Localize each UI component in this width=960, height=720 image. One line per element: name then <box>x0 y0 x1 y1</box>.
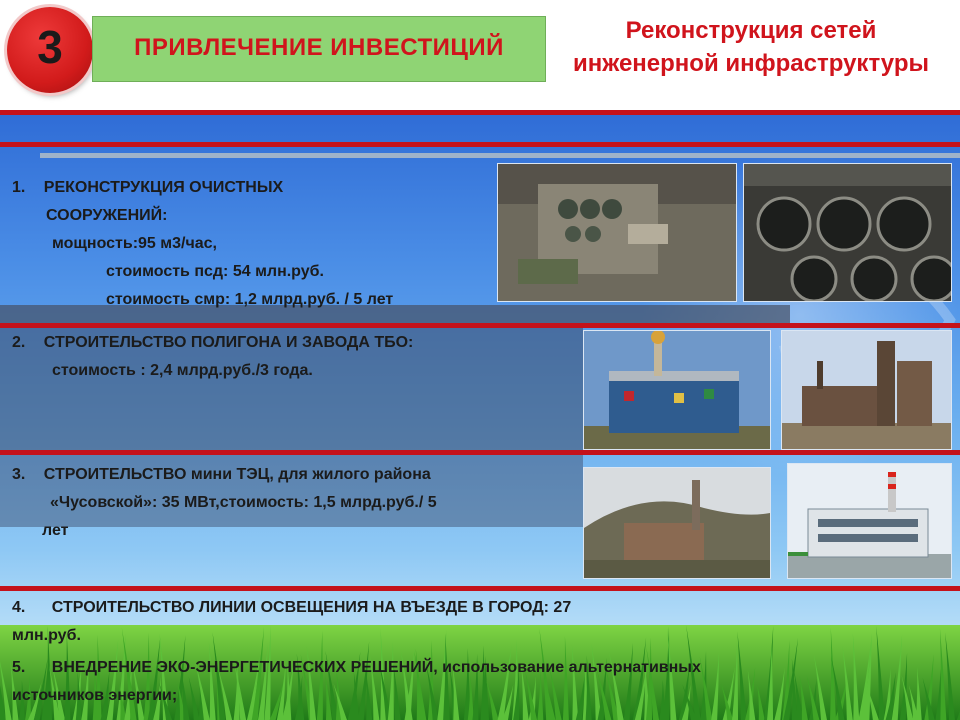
divider-line <box>0 323 960 328</box>
section-title-box <box>92 16 546 82</box>
item-text: стоимость : 2,4 млрд.руб./3 года. <box>52 362 313 379</box>
item-text: СТРОИТЕЛЬСТВО ЛИНИИ ОСВЕЩЕНИЯ НА ВЪЕЗДЕ В ГОРОД: 27 <box>51 599 572 616</box>
slide-header <box>0 0 960 110</box>
item-text: СТРОИТЕЛЬСТВО мини ТЭЦ, для жилого района <box>43 466 431 483</box>
item-text: мощность:95 м3/час, <box>52 235 217 252</box>
divider-line <box>0 142 960 147</box>
item-text: СООРУЖЕНИЙ: <box>46 207 168 224</box>
list-item-3 <box>12 461 437 545</box>
photo-mini-chp-plant <box>787 463 952 579</box>
photo-treatment-tanks <box>743 163 952 302</box>
item-text: лет <box>42 522 69 539</box>
item-text: млн.руб. <box>12 627 81 644</box>
photo-industrial-plant <box>781 330 952 450</box>
section-number: 3 <box>37 21 63 73</box>
section-number-badge <box>7 7 93 93</box>
item-text: «Чусовской»: 35 МВт,стоимость: 1,5 млрд.руб./ 5 <box>50 494 437 511</box>
item-text: СТРОИТЕЛЬСТВО ПОЛИГОНА И ЗАВОДА ТБО: <box>43 334 414 351</box>
slide-subtitle <box>548 14 954 80</box>
divider-line <box>0 450 960 455</box>
divider-line <box>0 110 960 115</box>
item-number: 3. <box>12 466 26 483</box>
list-item-2 <box>12 329 413 385</box>
item-text: ВНЕДРЕНИЕ ЭКО-ЭНЕРГЕТИЧЕСКИХ РЕШЕНИЙ, использование альтернативных <box>51 659 701 676</box>
item-number: 2. <box>12 334 26 351</box>
list-item-5 <box>12 654 701 710</box>
item-number: 1. <box>12 179 26 196</box>
item-text: источников энергии; <box>12 687 178 704</box>
subtitle-line-1: Реконструкция сетей <box>625 17 877 44</box>
item-text: стоимость смр: 1,2 млрд.руб. / 5 лет <box>106 291 394 308</box>
item-number: 4. <box>12 599 26 616</box>
photo-old-power-plant <box>583 467 771 579</box>
divider-line <box>40 153 960 158</box>
photo-treatment-plant-aerial <box>497 163 737 302</box>
item-number: 5. <box>12 659 26 676</box>
list-item-1 <box>12 174 393 314</box>
photo-waste-plant-hundertwasser <box>583 330 771 450</box>
item-text: РЕКОНСТРУКЦИЯ ОЧИСТНЫХ <box>43 179 284 196</box>
list-item-4 <box>12 594 571 650</box>
section-title: ПРИВЛЕЧЕНИЕ ИНВЕСТИЦИЙ <box>134 34 504 61</box>
subtitle-line-2: инженерной инфраструктуры <box>573 50 929 77</box>
item-text: стоимость псд: 54 млн.руб. <box>106 263 324 280</box>
